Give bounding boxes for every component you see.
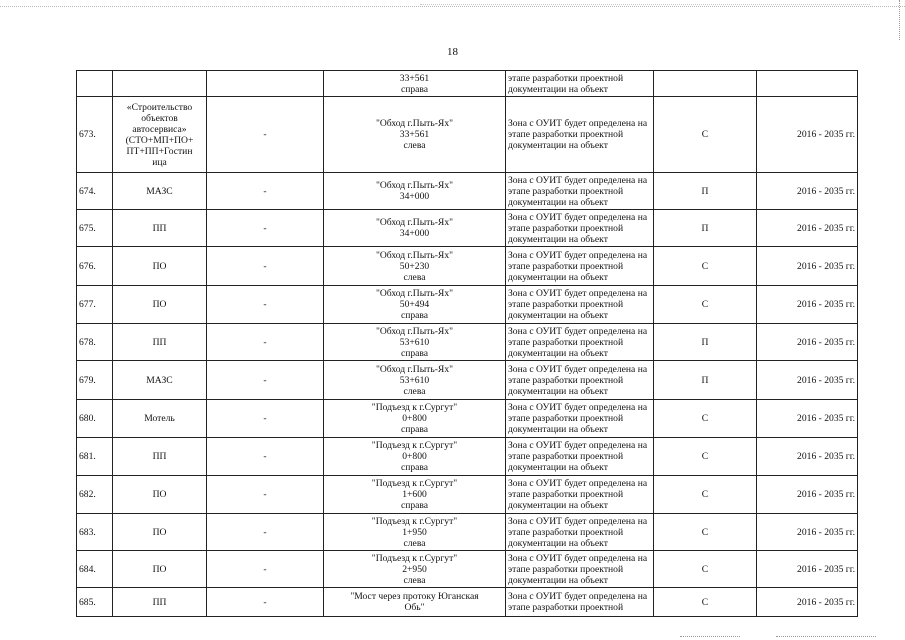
objects-registry-table <box>76 70 858 617</box>
location-line: 0+800 <box>402 451 427 462</box>
cell-location <box>324 361 506 400</box>
zone-line: Зона с ОУИТ будет определена на <box>508 363 648 375</box>
cell-dash: - <box>207 400 324 438</box>
zone-line: документации на объект <box>508 140 608 151</box>
location-line: справа <box>400 462 429 473</box>
cell-dash: - <box>207 551 324 588</box>
location-line: "Мост через протоку Юганская <box>350 591 479 602</box>
table-row <box>77 97 858 173</box>
scan-artifact-edge <box>899 0 900 40</box>
cell-object <box>113 324 207 361</box>
cell-period: 2016 - 2035 гг. <box>757 97 858 173</box>
cell-number: 678. <box>77 324 113 361</box>
cell-period <box>757 71 858 97</box>
zone-line: этапе разработки проектной <box>508 526 624 538</box>
object-line: МАЗС <box>146 374 173 386</box>
table-row <box>77 400 858 438</box>
cell-object <box>113 71 207 97</box>
zone-line: Зона с ОУИТ будет определена на <box>508 325 648 337</box>
cell-dash: - <box>207 247 324 286</box>
zone-line: документации на объект <box>508 537 608 549</box>
object-line: ПО <box>152 260 167 272</box>
cell-zone <box>506 551 654 588</box>
cell-object <box>113 247 207 286</box>
zone-line: этапе разработки проектной <box>508 413 624 424</box>
zone-line: документации на объект <box>508 310 608 321</box>
zone-line: Зона с ОУИТ будет определена на <box>508 174 648 186</box>
cell-number: 673. <box>77 97 113 173</box>
cell-zone <box>506 324 654 361</box>
zone-line: документации на объект <box>508 347 608 359</box>
cell-object <box>113 286 207 324</box>
zone-line: документации на объект <box>508 574 608 586</box>
cell-object <box>113 514 207 551</box>
cell-dash: - <box>207 361 324 400</box>
zone-line: документации на объект <box>508 83 608 95</box>
zone-line: этапе разработки проектной <box>508 374 624 386</box>
cell-zone <box>506 247 654 286</box>
zone-line: документации на объект <box>508 196 608 208</box>
cell-period: 2016 - 2035 гг. <box>757 588 858 617</box>
cell-number: 684. <box>77 551 113 588</box>
cell-object <box>113 476 207 514</box>
object-line: ПП <box>152 451 167 462</box>
object-line: объектов <box>141 112 178 124</box>
cell-location <box>324 71 506 97</box>
cell-zone <box>506 210 654 247</box>
cell-number: 680. <box>77 400 113 438</box>
location-line: справа <box>400 310 429 321</box>
zone-line: документации на объект <box>508 424 608 435</box>
object-line: (СТО+МП+ПО+ <box>125 134 194 146</box>
cell-number <box>77 71 113 97</box>
scan-artifact-line <box>776 636 876 637</box>
cell-dash: - <box>207 173 324 210</box>
cell-location <box>324 247 506 286</box>
cell-period: 2016 - 2035 гг. <box>757 361 858 400</box>
zone-line: этапе разработки проектной <box>508 222 624 234</box>
page-number: 18 <box>447 46 458 58</box>
location-line: 34+000 <box>399 191 430 202</box>
location-line: "Подъезд к г.Сургут" <box>371 440 458 451</box>
table-row <box>77 588 858 617</box>
cell-location <box>324 588 506 617</box>
cell-number: 675. <box>77 210 113 247</box>
cell-number: 685. <box>77 588 113 617</box>
zone-line: этапе разработки проектной <box>508 72 624 84</box>
object-line: ПО <box>152 526 167 538</box>
location-line: "Обход г.Пыть-Ях" <box>375 180 454 191</box>
cell-zone <box>506 438 654 476</box>
zone-line: этапе разработки проектной <box>508 489 624 500</box>
cell-category: С <box>654 97 757 173</box>
cell-category: П <box>654 361 757 400</box>
zone-line: этапе разработки проектной <box>508 260 624 272</box>
cell-period: 2016 - 2035 гг. <box>757 438 858 476</box>
location-line: "Обход г.Пыть-Ях" <box>375 118 454 129</box>
zone-line: документации на объект <box>508 500 608 511</box>
table-row <box>77 476 858 514</box>
cell-location <box>324 97 506 173</box>
location-line: слева <box>403 574 426 586</box>
location-line: "Подъезд к г.Сургут" <box>371 402 458 413</box>
cell-period: 2016 - 2035 гг. <box>757 173 858 210</box>
table-row-continuation <box>77 71 858 97</box>
zone-line: документации на объект <box>508 385 608 397</box>
object-line: автосервиса» <box>132 123 187 135</box>
cell-object <box>113 361 207 400</box>
cell-category: П <box>654 173 757 210</box>
cell-dash: - <box>207 324 324 361</box>
cell-dash: - <box>207 588 324 617</box>
cell-category: С <box>654 438 757 476</box>
zone-line: Зона с ОУИТ будет определена на <box>508 211 648 223</box>
cell-category: С <box>654 286 757 324</box>
cell-location <box>324 173 506 210</box>
cell-number: 676. <box>77 247 113 286</box>
location-line: "Обход г.Пыть-Ях" <box>375 363 454 375</box>
cell-number: 674. <box>77 173 113 210</box>
cell-object <box>113 551 207 588</box>
location-line: справа <box>400 83 429 95</box>
location-line: 1+600 <box>402 489 427 500</box>
table-row <box>77 361 858 400</box>
cell-period: 2016 - 2035 гг. <box>757 324 858 361</box>
location-line: 34+000 <box>399 228 430 239</box>
object-line: ПП <box>152 222 167 234</box>
zone-line: Зона с ОУИТ будет определена на <box>508 288 648 299</box>
object-line: ПП <box>152 336 167 348</box>
object-line: ПТ+ПП+Гостин <box>126 145 193 157</box>
cell-zone <box>506 71 654 97</box>
table-row <box>77 438 858 476</box>
zone-line: документации на объект <box>508 271 608 283</box>
location-line: 2+950 <box>402 563 427 575</box>
cell-location <box>324 324 506 361</box>
location-line: 0+800 <box>402 413 427 424</box>
table-row <box>77 286 858 324</box>
location-line: 50+230 <box>399 260 430 272</box>
cell-zone <box>506 361 654 400</box>
cell-zone <box>506 400 654 438</box>
cell-location <box>324 286 506 324</box>
cell-period: 2016 - 2035 гг. <box>757 286 858 324</box>
table-row <box>77 247 858 286</box>
location-line: 53+610 <box>399 336 430 348</box>
cell-zone <box>506 514 654 551</box>
table-row <box>77 324 858 361</box>
cell-location <box>324 476 506 514</box>
zone-line: этапе разработки проектной <box>508 451 624 462</box>
cell-dash: - <box>207 476 324 514</box>
zone-line: Зона с ОУИТ будет определена на <box>508 515 648 527</box>
object-line: ПО <box>152 563 167 575</box>
cell-period: 2016 - 2035 гг. <box>757 514 858 551</box>
cell-dash: - <box>207 286 324 324</box>
location-line: Обь" <box>404 602 425 613</box>
cell-location <box>324 438 506 476</box>
cell-category: С <box>654 400 757 438</box>
cell-period: 2016 - 2035 гг. <box>757 476 858 514</box>
cell-number: 681. <box>77 438 113 476</box>
zone-line: Зона с ОУИТ будет определена на <box>508 118 648 129</box>
scan-artifact-line <box>0 6 905 7</box>
cell-number: 682. <box>77 476 113 514</box>
object-line: ПО <box>152 489 167 500</box>
object-line: МАЗС <box>146 185 173 197</box>
cell-period: 2016 - 2035 гг. <box>757 210 858 247</box>
cell-number: 679. <box>77 361 113 400</box>
location-line: 33+561 <box>399 72 430 84</box>
cell-location <box>324 514 506 551</box>
zone-line: Зона с ОУИТ будет определена на <box>508 402 648 413</box>
location-line: "Обход г.Пыть-Ях" <box>375 217 454 228</box>
cell-category: С <box>654 588 757 617</box>
cell-object <box>113 97 207 173</box>
scan-artifact-line <box>680 636 740 637</box>
cell-object <box>113 588 207 617</box>
object-line: ПП <box>152 596 167 608</box>
location-line: 33+561 <box>399 129 430 140</box>
location-line: слева <box>403 140 426 151</box>
zone-line: Зона с ОУИТ будет определена на <box>508 591 648 602</box>
location-line: "Подъезд к г.Сургут" <box>371 515 458 527</box>
cell-dash <box>207 71 324 97</box>
cell-category <box>654 71 757 97</box>
cell-period: 2016 - 2035 гг. <box>757 247 858 286</box>
location-line: справа <box>400 500 429 511</box>
location-line: справа <box>400 347 429 359</box>
location-line: справа <box>400 424 429 435</box>
cell-zone <box>506 588 654 617</box>
cell-category: П <box>654 210 757 247</box>
object-line: ПО <box>152 299 167 310</box>
cell-zone <box>506 286 654 324</box>
cell-period: 2016 - 2035 гг. <box>757 551 858 588</box>
zone-line: Зона с ОУИТ будет определена на <box>508 552 648 564</box>
cell-object <box>113 210 207 247</box>
location-line: "Подъезд к г.Сургут" <box>371 552 458 564</box>
location-line: "Подъезд к г.Сургут" <box>371 478 458 489</box>
zone-line: Зона с ОУИТ будет определена на <box>508 440 648 451</box>
cell-category: С <box>654 514 757 551</box>
cell-period: 2016 - 2035 гг. <box>757 400 858 438</box>
cell-category: С <box>654 247 757 286</box>
cell-number: 677. <box>77 286 113 324</box>
zone-line: этапе разработки проектной <box>508 336 624 348</box>
location-line: слева <box>403 385 426 397</box>
cell-dash: - <box>207 438 324 476</box>
cell-object <box>113 438 207 476</box>
object-line: Мотель <box>144 413 175 424</box>
location-line: "Обход г.Пыть-Ях" <box>375 249 454 261</box>
cell-category: С <box>654 551 757 588</box>
table-row <box>77 551 858 588</box>
location-line: слева <box>403 537 426 549</box>
object-line: «Строительство <box>126 101 193 113</box>
cell-zone <box>506 476 654 514</box>
table-row <box>77 210 858 247</box>
table-row <box>77 514 858 551</box>
zone-line: этапе разработки проектной <box>508 129 624 140</box>
scan-artifact-line <box>420 4 870 5</box>
location-line: "Обход г.Пыть-Ях" <box>375 325 454 337</box>
cell-zone <box>506 173 654 210</box>
location-line: 53+610 <box>399 374 430 386</box>
cell-object <box>113 173 207 210</box>
location-line: 50+494 <box>399 299 430 310</box>
cell-object <box>113 400 207 438</box>
cell-dash: - <box>207 210 324 247</box>
cell-dash: - <box>207 514 324 551</box>
cell-location <box>324 551 506 588</box>
location-line: 1+950 <box>402 526 427 538</box>
cell-location <box>324 210 506 247</box>
cell-zone <box>506 97 654 173</box>
cell-category: П <box>654 324 757 361</box>
zone-line: Зона с ОУИТ будет определена на <box>508 478 648 489</box>
zone-line: Зона с ОУИТ будет определена на <box>508 249 648 261</box>
zone-line: документации на объект <box>508 233 608 245</box>
table-row <box>77 173 858 210</box>
zone-line: этапе разработки проектной <box>508 563 624 575</box>
cell-dash: - <box>207 97 324 173</box>
zone-line: этапе разработки проектной <box>508 185 624 197</box>
location-line: слева <box>403 271 426 283</box>
zone-line: этапе разработки проектной <box>508 602 624 613</box>
cell-number: 683. <box>77 514 113 551</box>
location-line: "Обход г.Пыть-Ях" <box>375 288 454 299</box>
object-line: ица <box>152 156 167 168</box>
cell-location <box>324 400 506 438</box>
cell-category: С <box>654 476 757 514</box>
zone-line: этапе разработки проектной <box>508 299 624 310</box>
zone-line: документации на объект <box>508 462 608 473</box>
